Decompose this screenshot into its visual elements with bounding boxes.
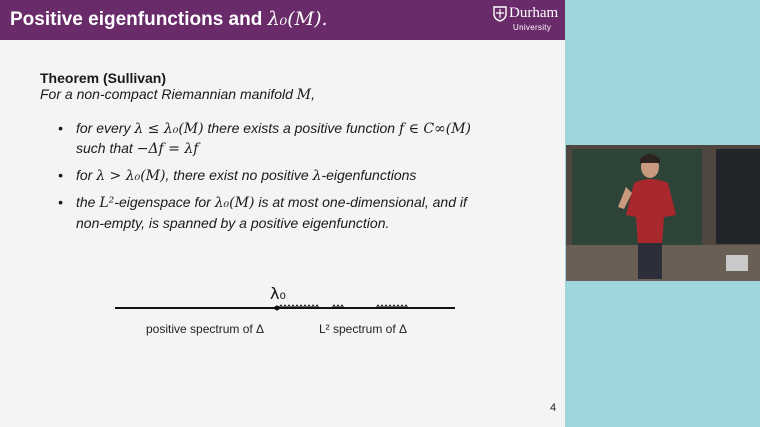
bullet-marker: • bbox=[58, 194, 63, 210]
spectrum-diagram bbox=[0, 275, 565, 325]
theorem-heading: Theorem (Sullivan) bbox=[40, 70, 167, 86]
theorem-intro bbox=[40, 86, 315, 103]
bullet-marker: • bbox=[58, 120, 63, 136]
slide-title bbox=[10, 8, 328, 31]
bullet-text: , there exist no positive bbox=[165, 167, 313, 183]
bullet-math: L² bbox=[99, 195, 115, 211]
bullet-text: there exists a positive function bbox=[203, 120, 399, 136]
slide-title-text: Positive eigenfunctions and bbox=[10, 9, 268, 30]
bullet-math: λ > λ₀(M) bbox=[96, 168, 166, 184]
shield-icon bbox=[493, 6, 507, 22]
theorem-intro-end: , bbox=[311, 86, 316, 102]
bullet-text: is at most one-dimensional, and if bbox=[254, 194, 467, 210]
durham-logo bbox=[493, 4, 563, 36]
positive-spectrum-label: positive spectrum of Δ bbox=[146, 322, 265, 336]
bullet-marker: • bbox=[58, 167, 63, 183]
bullet-math: −Δf = λf bbox=[136, 141, 199, 157]
bullet-1-line-2 bbox=[76, 140, 198, 157]
bullet-text: for every bbox=[76, 120, 135, 136]
bullet-2-line-1 bbox=[76, 167, 416, 184]
bullet-1-line-1 bbox=[76, 120, 471, 137]
bullet-text: for bbox=[76, 167, 97, 183]
bullet-3-line-1 bbox=[76, 194, 467, 211]
bullet-math: λ bbox=[312, 168, 322, 184]
bullet-text: -eigenfunctions bbox=[321, 167, 417, 183]
lambda-zero-point bbox=[275, 306, 280, 311]
logo-name: Durham bbox=[509, 5, 559, 21]
spectrum-wiggle-3 bbox=[376, 305, 408, 308]
bullet-text: such that bbox=[76, 140, 137, 156]
page-number: 4 bbox=[550, 402, 557, 414]
bullet-text: non-empty, is spanned by a positive eigenfunction. bbox=[76, 215, 390, 231]
speaker-video-image bbox=[566, 145, 760, 281]
l2-spectrum-label: L² spectrum of Δ bbox=[319, 322, 408, 336]
bullet-math: f ∈ C∞(M) bbox=[398, 121, 472, 137]
theorem-intro-text: For a non-compact Riemannian manifold bbox=[40, 86, 297, 102]
bullet-3-line-2 bbox=[76, 215, 389, 231]
speaker-video bbox=[566, 145, 760, 281]
slide-title-math: λ₀(M). bbox=[267, 8, 328, 30]
bullet-math: λ ≤ λ₀(M) bbox=[134, 121, 204, 137]
logo-subtitle: University bbox=[513, 23, 552, 32]
bullet-math: λ₀(M) bbox=[214, 195, 255, 211]
bullet-text: the bbox=[76, 194, 100, 210]
title-bar bbox=[0, 0, 565, 40]
theorem-intro-math: M bbox=[296, 87, 312, 103]
bullet-text: -eigenspace for bbox=[114, 194, 215, 210]
lambda-zero-label: λ₀ bbox=[270, 284, 286, 303]
